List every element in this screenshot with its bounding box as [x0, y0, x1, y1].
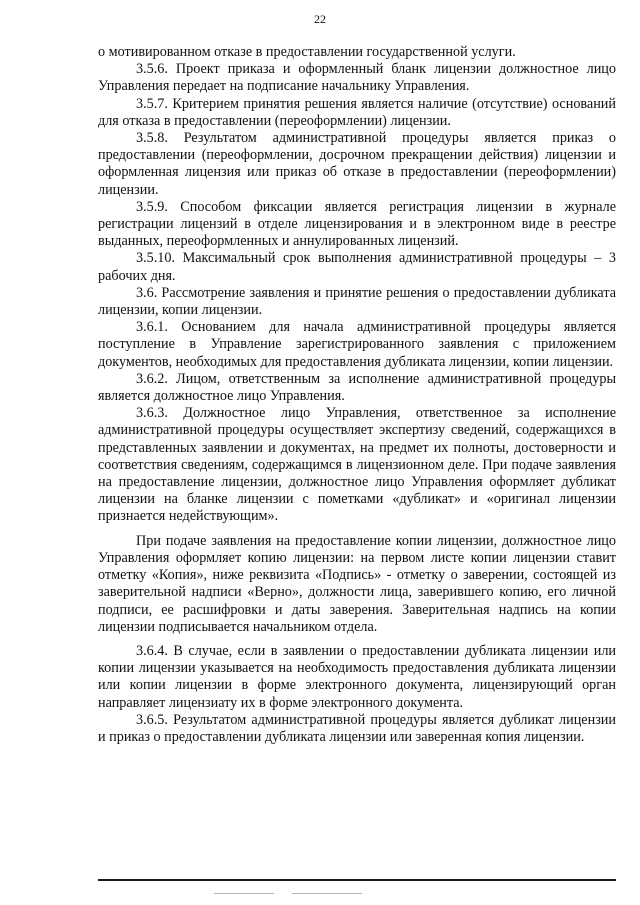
- scan-mark-right: [292, 893, 362, 894]
- paragraph-3-6-5: 3.6.5. Результатом административной процедуры является дубликат лицензии и приказ о предоставлении дубликата лицензии или заверенная копия лицензии.: [98, 711, 616, 745]
- paragraph-3-5-10: 3.5.10. Максимальный срок выполнения административной процедуры – 3 рабочих дня.: [98, 250, 616, 284]
- paragraph-copy-license: При подаче заявления на предоставление копии лицензии, должностное лицо Управления оформляет копию лицензии: на первом листе копии лицензии ставит отметку «Копия», ниже реквизита «Подпись» - отметку о заверении, состоящей из заверительной надписи «Верно», должности лица, заверившего копию, его личной подписи, ее расшифровки и даты заверения. Заверительная надпись на копии лицензии подписывается начальником отдела.: [98, 532, 616, 635]
- paragraph-3-6-4: 3.6.4. В случае, если в заявлении о предоставлении дубликата лицензии или копии лицензии указывается на необходимость предоставления дубликата лицензии или копии лицензии в форме электронного документа, лицензирующий орган направляет лицензиату их в форме электронного документа.: [98, 642, 616, 711]
- bottom-rule: [98, 879, 616, 881]
- paragraph-3-6-1: 3.6.1. Основанием для начала административной процедуры является поступление в Управление зарегистрированного заявления с приложением документов, необходимых для предоставления дубликата лицензии, копии лицензии.: [98, 319, 616, 370]
- paragraph-3-6-3: 3.6.3. Должностное лицо Управления, ответственное за исполнение административной процедуры осуществляет экспертизу сведений, содержащихся в представленных заявлении и документах, на предмет их полноты, достоверности и соответствия сведениям, содержащимся в лицензионном деле. При подаче заявления на предоставление лицензии, должностное лицо Управления оформляет дубликат лицензии на бланке лицензии с пометками «дубликат» и «оригинал лицензии признается недействующим».: [98, 405, 616, 525]
- paragraph-3-6-2: 3.6.2. Лицом, ответственным за исполнение административной процедуры является должностное лицо Управления.: [98, 370, 616, 405]
- paragraph-3-5-6: 3.5.6. Проект приказа и оформленный бланк лицензии должностное лицо Управления передает на подписание начальнику Управления.: [98, 61, 616, 95]
- paragraph-3-6: 3.6. Рассмотрение заявления и принятие решения о предоставлении дубликата лицензии, копии лицензии.: [98, 284, 616, 319]
- paragraph-3-5-9: 3.5.9. Способом фиксации является регистрация лицензии в журнале регистрации лицензий в отделе лицензирования и в электронном виде в реестре выданных, переоформленных и аннулированных лицензий.: [98, 198, 616, 250]
- paragraph-continuation: о мотивированном отказе в предоставлении государственной услуги.: [98, 44, 516, 60]
- paragraph-3-5-7: 3.5.7. Критерием принятия решения является наличие (отсутствие) оснований для отказа в предоставлении (переоформлении) лицензии.: [98, 95, 616, 129]
- paragraph-3-5-8: 3.5.8. Результатом административной процедуры является приказ о предоставлении (переоформлении, досрочном прекращении действия) лицензии и оформленная лицензия или приказ об отказе в предоставлении (переоформлении) лицензии.: [98, 130, 616, 198]
- document-body: [98, 44, 616, 746]
- page-number: 22: [314, 12, 326, 26]
- scan-mark-left: [214, 893, 274, 894]
